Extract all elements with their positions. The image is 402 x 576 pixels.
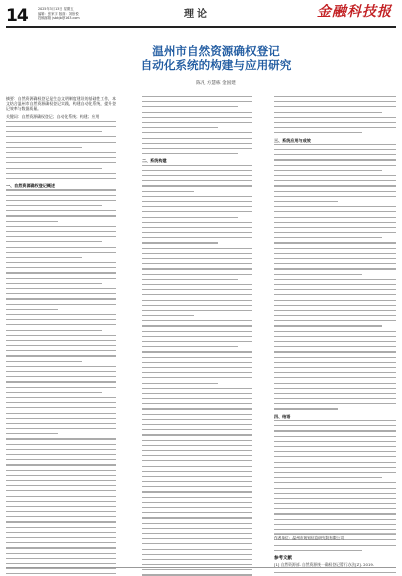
abstract: 摘要：自然资源确权登记是生态文明制度建设的基础性工作，本文结合温州市自然资源确权登记实践，构建自动化系统，提升登记效率与数据质量。	[6, 96, 116, 112]
references: [1] 自然资源部. 自然资源统一确权登记暂行办法[Z]. 2019.	[274, 561, 374, 567]
issue-email: 投稿邮箱 jsbkjb@163.com	[38, 16, 80, 21]
author-note	[274, 533, 396, 566]
article-title-line-1: 温州市自然资源确权登记	[152, 44, 280, 58]
keywords: 关键词：自然资源确权登记；自动化系统；构建；应用	[6, 113, 100, 119]
issue-editors: 编辑：张家宇 版面：刘欣悦	[38, 11, 79, 16]
header-rule	[6, 26, 396, 28]
article-authors: 陈凡 方慧栋 金国建	[196, 81, 236, 86]
issue-meta	[38, 7, 80, 21]
author-affiliation: 作者单位：温州市规划信息研究院有限公司	[274, 536, 345, 540]
footer-rule	[6, 567, 396, 568]
section-heading-4: 四、结语	[274, 413, 291, 419]
section-heading-1: 一、自然资源确权登记概述	[6, 183, 56, 189]
article-title-line-2: 自动化系统的构建与应用研究	[140, 58, 292, 72]
column-1	[6, 96, 116, 556]
brand-logo: 金融科技报	[317, 4, 392, 20]
section-heading-3: 三、系统应用与成效	[274, 137, 311, 143]
section-title: 理论	[184, 9, 210, 20]
references-title: 参考文献	[274, 555, 292, 561]
column-3	[274, 96, 396, 567]
issue-date: 2025年3月13日 星期五	[38, 7, 74, 11]
section-heading-2: 二、系统构建	[142, 158, 167, 164]
column-2	[142, 96, 252, 556]
page-number: 14	[6, 6, 28, 26]
